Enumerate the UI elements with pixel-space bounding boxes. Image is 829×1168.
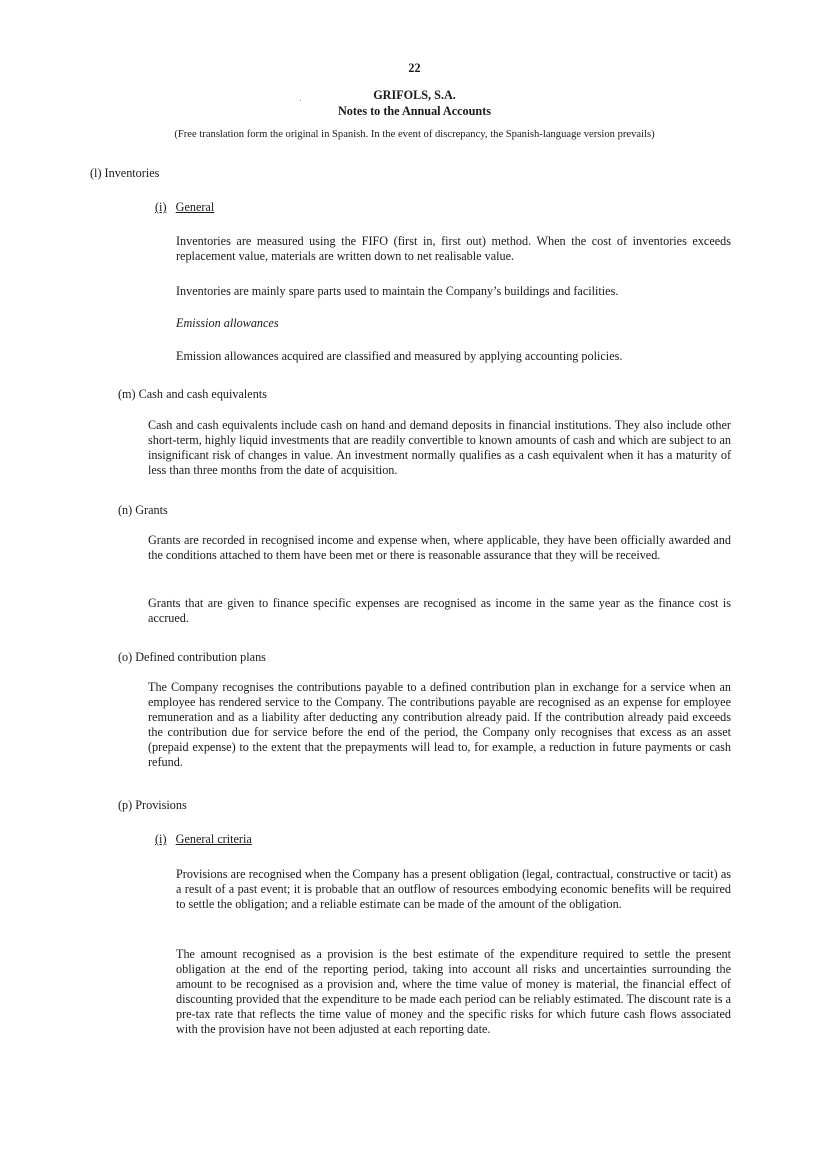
paragraph-provisions-amount: The amount recognised as a provision is the best estimate of the expenditure required to settle the present obligation at the end of the reporting period, taking into account all risks and uncertainties surrounding the amount to be recognised as a provision and, where the time value of money is material, the financial effect of discounting provided that the expenditure to be made each period can be reliably estimated. The discount rate is a pre-tax rate that reflects the time value of money and the specific risks for which future cash flows associated with the provision have not been adjusted at each reporting date. bbox=[176, 947, 731, 1036]
paragraph-grants-finance: Grants that are given to finance specific expenses are recognised as income in the same year as the finance cost is accrued. bbox=[148, 596, 731, 625]
subsection-heading-general bbox=[155, 200, 214, 215]
subsection-heading-general-criteria bbox=[155, 832, 252, 847]
subsection-title: General criteria bbox=[175, 832, 252, 846]
section-heading-defined-contribution: (o) Defined contribution plans bbox=[118, 650, 266, 664]
subsection-number: (i) bbox=[155, 832, 167, 846]
paragraph-inventories-spare-parts: Inventories are mainly spare parts used to maintain the Company’s buildings and facilities. bbox=[176, 284, 619, 298]
paragraph-inventories-fifo: Inventories are measured using the FIFO (first in, first out) method. When the cost of inventories exceeds replacement value, materials are written down to net realisable value. bbox=[176, 234, 731, 263]
company-name: GRIFOLS, S.A. bbox=[373, 88, 456, 102]
paragraph-defined-contribution: The Company recognises the contributions payable to a defined contribution plan in exchange for a service when an employee has rendered service to the Company. The contributions payable are recognised as an expense for employee remuneration and as a liability after deducting any contribution already paid. If the contribution already paid exceeds the contribution due for service before the end of the period, the Company only recognises that excess as an asset (prepaid expense) to the extent that the prepayments will lead to, for example, a reduction in future payments or cash refund. bbox=[148, 680, 731, 769]
translation-note: (Free translation form the original in Spanish. In the event of discrepancy, the Spanish-language version prevails) bbox=[174, 129, 655, 140]
section-heading-grants: (n) Grants bbox=[118, 503, 168, 517]
section-heading-provisions: (p) Provisions bbox=[118, 798, 187, 812]
paragraph-grants-recorded: Grants are recorded in recognised income and expense when, where applicable, they have been officially awarded and the conditions attached to them have been met or there is reasonable assurance that they will be received. bbox=[148, 533, 731, 562]
section-heading-cash: (m) Cash and cash equivalents bbox=[118, 387, 267, 401]
subsection-title: General bbox=[175, 200, 215, 214]
page-number: 22 bbox=[408, 61, 421, 75]
document-subtitle: Notes to the Annual Accounts bbox=[337, 104, 492, 118]
subsection-number: (i) bbox=[155, 200, 167, 214]
paragraph-emission-allowances: Emission allowances acquired are classified and measured by applying accounting policies. bbox=[176, 349, 623, 363]
paragraph-cash-equivalents: Cash and cash equivalents include cash on hand and demand deposits in financial institutions. They also include other short-term, highly liquid investments that are readily convertible to known amounts of cash and which are subject to an insignificant risk of changes in value. An investment normally qualifies as a cash equivalent when it has a maturity of less than three months from the date of acquisition. bbox=[148, 418, 731, 477]
paragraph-provisions-recognition: Provisions are recognised when the Company has a present obligation (legal, contractual, constructive or tacit) as a result of a past event; it is probable that an outflow of resources embodying economic benefits will be required to settle the obligation; and a reliable estimate can be made of the amount of the obligation. bbox=[176, 867, 731, 911]
emission-allowances-heading: Emission allowances bbox=[176, 316, 279, 330]
section-heading-inventories: (l) Inventories bbox=[90, 166, 160, 180]
